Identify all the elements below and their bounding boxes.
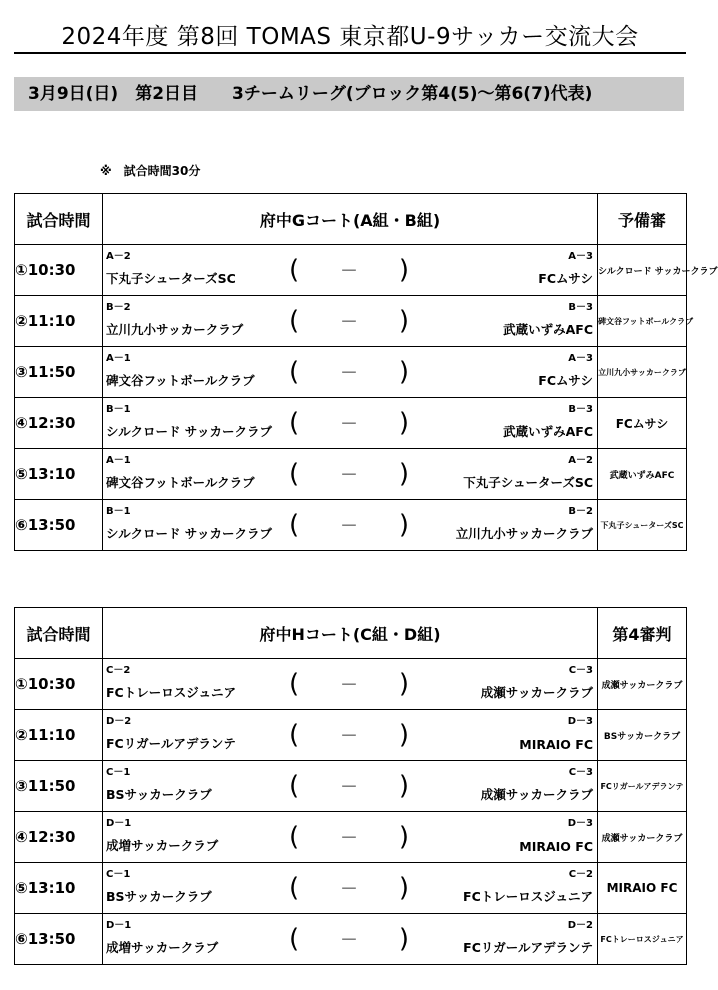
score-box (289, 304, 409, 338)
score-dash: － (340, 516, 358, 537)
home-team: シルクロード サッカークラブ (106, 424, 273, 439)
away-team: 武蔵いずみAFC (503, 322, 593, 337)
score-box (289, 355, 409, 389)
score-close-paren: ) (398, 357, 409, 387)
home-team: 下丸子シューターズSC (106, 271, 236, 286)
away-team: 立川九小サッカークラブ (455, 526, 593, 541)
score-open-paren: ( (289, 822, 300, 852)
referee-team: 成瀬サッカークラブ (598, 659, 687, 710)
away-group-code: D－3 (567, 818, 593, 829)
match-cell (103, 659, 598, 710)
match-row (15, 500, 687, 551)
schedule-table-court-h (14, 607, 687, 965)
match-time: ⑥13:50 (15, 500, 103, 551)
home-team: FCトレーロスジュニア (106, 685, 236, 700)
header-time: 試合時間 (15, 608, 103, 659)
away-team: 武蔵いずみAFC (503, 424, 593, 439)
away-team: 成瀬サッカークラブ (480, 787, 593, 802)
match-cell (103, 914, 598, 965)
home-team: 碑文谷フットボールクラブ (106, 373, 255, 388)
home-group-code: C－2 (106, 665, 131, 676)
home-team: 成増サッカークラブ (106, 838, 219, 853)
score-close-paren: ) (398, 255, 409, 285)
score-dash: － (340, 363, 358, 384)
header-time: 試合時間 (15, 194, 103, 245)
score-box (289, 508, 409, 542)
match-time: ①10:30 (15, 659, 103, 710)
score-box (289, 406, 409, 440)
header-referee: 第4審判 (598, 608, 687, 659)
score-close-paren: ) (398, 822, 409, 852)
home-group-code: B－1 (106, 404, 131, 415)
home-group-code: B－1 (106, 506, 131, 517)
away-team: MIRAIO FC (519, 839, 593, 854)
away-group-code: C－2 (568, 869, 593, 880)
match-time: ④12:30 (15, 398, 103, 449)
score-box (289, 820, 409, 854)
away-group-code: C－3 (568, 665, 593, 676)
home-team: BSサッカークラブ (106, 889, 212, 904)
score-close-paren: ) (398, 771, 409, 801)
score-dash: － (340, 828, 358, 849)
match-row (15, 914, 687, 965)
table-header-row (15, 194, 687, 245)
match-row (15, 710, 687, 761)
score-close-paren: ) (398, 510, 409, 540)
score-open-paren: ( (289, 510, 300, 540)
home-group-code: A－1 (106, 353, 131, 364)
match-row (15, 398, 687, 449)
header-referee: 予備審 (598, 194, 687, 245)
home-team: 碑文谷フットボールクラブ (106, 475, 255, 490)
score-open-paren: ( (289, 357, 300, 387)
away-team: FCトレーロスジュニア (463, 889, 593, 904)
score-box (289, 871, 409, 905)
match-time: ⑥13:50 (15, 914, 103, 965)
referee-team: シルクロード サッカークラブ (598, 245, 687, 296)
match-cell (103, 863, 598, 914)
header-court: 府中Gコート(A組・B組) (103, 194, 598, 245)
score-close-paren: ) (398, 306, 409, 336)
title-divider (14, 52, 686, 54)
score-open-paren: ( (289, 408, 300, 438)
away-group-code: A－3 (568, 251, 593, 262)
home-group-code: C－1 (106, 869, 131, 880)
referee-team: FCリガールアデランテ (598, 761, 687, 812)
home-group-code: D－1 (106, 818, 132, 829)
match-time: ⑤13:10 (15, 449, 103, 500)
away-team: 成瀬サッカークラブ (480, 685, 593, 700)
match-time: ④12:30 (15, 812, 103, 863)
home-team: FCリガールアデランテ (106, 736, 236, 751)
match-row (15, 296, 687, 347)
match-cell (103, 500, 598, 551)
match-cell (103, 710, 598, 761)
match-cell (103, 398, 598, 449)
home-group-code: A－1 (106, 455, 131, 466)
away-group-code: B－3 (568, 302, 593, 313)
referee-team: 下丸子シューターズSC (598, 500, 687, 551)
home-group-code: A－2 (106, 251, 131, 262)
home-group-code: D－2 (106, 716, 132, 727)
away-team: MIRAIO FC (519, 737, 593, 752)
match-row (15, 449, 687, 500)
score-box (289, 457, 409, 491)
home-team: BSサッカークラブ (106, 787, 212, 802)
match-time: ③11:50 (15, 761, 103, 812)
score-dash: － (340, 879, 358, 900)
score-box (289, 769, 409, 803)
score-dash: － (340, 930, 358, 951)
score-dash: － (340, 312, 358, 333)
referee-team: 武蔵いずみAFC (598, 449, 687, 500)
away-group-code: A－2 (568, 455, 593, 466)
score-box (289, 253, 409, 287)
score-open-paren: ( (289, 459, 300, 489)
match-row (15, 761, 687, 812)
score-close-paren: ) (398, 459, 409, 489)
match-row (15, 245, 687, 296)
score-close-paren: ) (398, 669, 409, 699)
match-time: ②11:10 (15, 710, 103, 761)
referee-team: MIRAIO FC (598, 863, 687, 914)
home-group-code: B－2 (106, 302, 131, 313)
referee-team: 立川九小サッカークラブ (598, 347, 687, 398)
score-box (289, 718, 409, 752)
page-title: 2024年度 第8回 TOMAS 東京都U-9サッカー交流大会 (61, 24, 639, 50)
match-cell (103, 347, 598, 398)
away-team: 下丸子シューターズSC (463, 475, 593, 490)
away-group-code: A－3 (568, 353, 593, 364)
away-team: FCムサシ (538, 271, 593, 286)
match-row (15, 812, 687, 863)
match-cell (103, 245, 598, 296)
away-group-code: C－3 (568, 767, 593, 778)
match-cell (103, 296, 598, 347)
home-team: 成増サッカークラブ (106, 940, 219, 955)
score-dash: － (340, 726, 358, 747)
score-box (289, 667, 409, 701)
match-time: ⑤13:10 (15, 863, 103, 914)
score-dash: － (340, 465, 358, 486)
away-group-code: B－3 (568, 404, 593, 415)
home-group-code: D－1 (106, 920, 132, 931)
header-court: 府中Hコート(C組・D組) (103, 608, 598, 659)
referee-team: 碑文谷フットボールクラブ (598, 296, 687, 347)
score-open-paren: ( (289, 771, 300, 801)
match-time: ②11:10 (15, 296, 103, 347)
home-team: 立川九小サッカークラブ (106, 322, 244, 337)
date-banner: 3月9日(日) 第2日目 3チームリーグ(ブロック第4(5)～第6(7)代表) (14, 77, 684, 111)
score-open-paren: ( (289, 306, 300, 336)
match-cell (103, 761, 598, 812)
away-group-code: B－2 (568, 506, 593, 517)
referee-team: 成瀬サッカークラブ (598, 812, 687, 863)
away-group-code: D－2 (567, 920, 593, 931)
score-close-paren: ) (398, 924, 409, 954)
score-close-paren: ) (398, 873, 409, 903)
match-time: ①10:30 (15, 245, 103, 296)
away-team: FCムサシ (538, 373, 593, 388)
referee-team: BSサッカークラブ (598, 710, 687, 761)
score-dash: － (340, 675, 358, 696)
referee-team: FCトレーロスジュニア (598, 914, 687, 965)
score-open-paren: ( (289, 669, 300, 699)
score-open-paren: ( (289, 720, 300, 750)
score-dash: － (340, 777, 358, 798)
match-cell (103, 812, 598, 863)
score-box (289, 922, 409, 956)
match-time: ③11:50 (15, 347, 103, 398)
match-row (15, 347, 687, 398)
match-cell (103, 449, 598, 500)
match-duration-note: ※ 試合時間30分 (100, 164, 201, 178)
home-group-code: C－1 (106, 767, 131, 778)
score-close-paren: ) (398, 408, 409, 438)
away-team: FCリガールアデランテ (463, 940, 593, 955)
referee-team: FCムサシ (598, 398, 687, 449)
score-open-paren: ( (289, 873, 300, 903)
match-row (15, 863, 687, 914)
score-close-paren: ) (398, 720, 409, 750)
score-dash: － (340, 261, 358, 282)
score-open-paren: ( (289, 255, 300, 285)
score-dash: － (340, 414, 358, 435)
match-row (15, 659, 687, 710)
score-open-paren: ( (289, 924, 300, 954)
home-team: シルクロード サッカークラブ (106, 526, 273, 541)
schedule-table-court-g (14, 193, 718, 551)
table-header-row (15, 608, 687, 659)
away-group-code: D－3 (567, 716, 593, 727)
